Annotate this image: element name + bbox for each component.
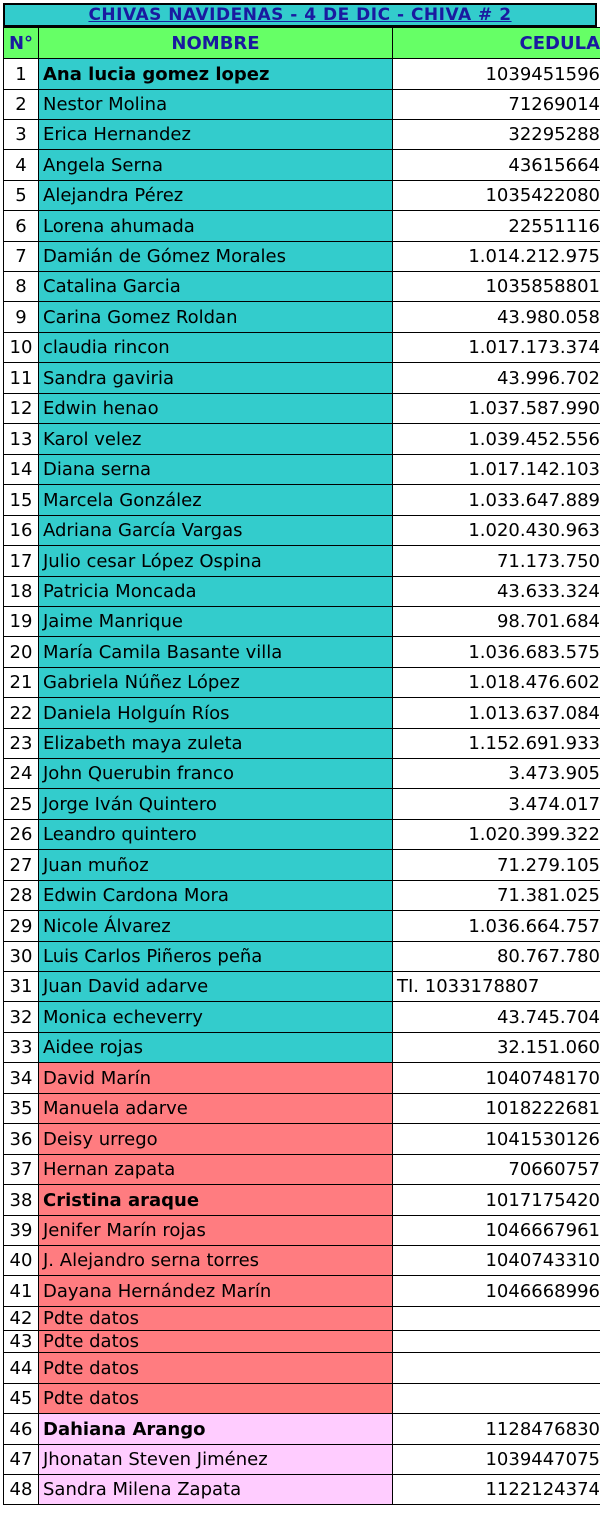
row-cedula: [393, 1353, 600, 1384]
row-number: 17: [4, 546, 39, 577]
row-name: Sandra Milena Zapata: [39, 1475, 393, 1505]
table-row: [4, 363, 600, 394]
table-row: [4, 577, 600, 607]
row-name: Hernan zapata: [39, 1155, 393, 1185]
row-name: Aidee rojas: [39, 1033, 393, 1063]
row-number: 23: [4, 729, 39, 759]
row-name: Pdte datos: [39, 1307, 393, 1331]
row-cedula: 1.037.587.990: [393, 394, 600, 424]
row-number: 25: [4, 789, 39, 820]
row-cedula: 1.152.691.933: [393, 729, 600, 759]
row-number: 9: [4, 302, 39, 333]
row-number: 5: [4, 181, 39, 211]
table-row: [4, 1353, 600, 1384]
row-cedula: 1.039.452.556: [393, 424, 600, 455]
row-cedula: 1.020.399.322: [393, 820, 600, 850]
row-name: Karol velez: [39, 424, 393, 455]
row-number: 41: [4, 1276, 39, 1307]
row-name: Dahiana Arango: [39, 1414, 393, 1445]
row-name: Jenifer Marín rojas: [39, 1216, 393, 1246]
row-number: 34: [4, 1063, 39, 1094]
table-row: [4, 333, 600, 363]
row-number: 44: [4, 1353, 39, 1384]
row-number: 30: [4, 942, 39, 972]
row-cedula: 1018222681: [393, 1094, 600, 1124]
row-name: María Camila Basante villa: [39, 637, 393, 668]
table-row: [4, 1002, 600, 1033]
row-number: 13: [4, 424, 39, 455]
table-row: [4, 911, 600, 942]
row-name: Jhonatan Steven Jiménez: [39, 1445, 393, 1475]
row-number: 15: [4, 485, 39, 516]
table-row: [4, 485, 600, 516]
header-num: N°: [4, 28, 39, 59]
table-row: [4, 516, 600, 546]
table-row: [4, 1246, 600, 1276]
row-number: 19: [4, 607, 39, 637]
table-row: [4, 272, 600, 302]
row-cedula: 32.151.060: [393, 1033, 600, 1063]
row-cedula: [393, 1384, 600, 1414]
row-cedula: 1.036.683.575: [393, 637, 600, 668]
row-name: Pdte datos: [39, 1331, 393, 1353]
row-name: Juan David adarve: [39, 972, 393, 1002]
row-number: 26: [4, 820, 39, 850]
row-name: Edwin henao: [39, 394, 393, 424]
row-number: 22: [4, 698, 39, 729]
row-name: John Querubin franco: [39, 759, 393, 789]
table-row: [4, 302, 600, 333]
table-row: [4, 424, 600, 455]
table-row: [4, 1331, 600, 1353]
sheet-title: CHIVAS NAVIDENAS - 4 DE DIC - CHIVA # 2: [3, 3, 597, 27]
spreadsheet: [3, 3, 600, 1505]
row-number: 42: [4, 1307, 39, 1331]
row-name: Erica Hernandez: [39, 120, 393, 150]
table-row: [4, 150, 600, 181]
row-number: 7: [4, 242, 39, 272]
table-row: [4, 1185, 600, 1216]
row-cedula: 1046668996: [393, 1276, 600, 1307]
row-cedula: 71.279.105: [393, 850, 600, 881]
row-number: 20: [4, 637, 39, 668]
row-cedula: 1039451596: [393, 59, 600, 90]
table-row: [4, 1063, 600, 1094]
row-cedula: 43615664: [393, 150, 600, 181]
table-row: [4, 637, 600, 668]
table-row: [4, 820, 600, 850]
row-cedula: 71269014: [393, 90, 600, 120]
row-name: Cristina araque: [39, 1185, 393, 1216]
row-name: Pdte datos: [39, 1353, 393, 1384]
row-cedula: 1.018.476.602: [393, 668, 600, 698]
row-name: Jorge Iván Quintero: [39, 789, 393, 820]
table-row: [4, 759, 600, 789]
row-cedula: 1.017.173.374: [393, 333, 600, 363]
row-name: Nestor Molina: [39, 90, 393, 120]
row-number: 4: [4, 150, 39, 181]
table-row: [4, 1155, 600, 1185]
row-cedula: 1039447075: [393, 1445, 600, 1475]
row-number: 35: [4, 1094, 39, 1124]
table-row: [4, 729, 600, 759]
row-number: 16: [4, 516, 39, 546]
row-name: claudia rincon: [39, 333, 393, 363]
row-name: Edwin Cardona Mora: [39, 881, 393, 911]
row-name: Pdte datos: [39, 1384, 393, 1414]
row-cedula: 1.014.212.975: [393, 242, 600, 272]
row-number: 45: [4, 1384, 39, 1414]
row-name: Jaime Manrique: [39, 607, 393, 637]
row-cedula: [393, 1307, 600, 1331]
table-row: [4, 1276, 600, 1307]
row-name: Leandro quintero: [39, 820, 393, 850]
row-name: Sandra gaviria: [39, 363, 393, 394]
row-cedula: 1.020.430.963: [393, 516, 600, 546]
row-cedula: 3.474.017: [393, 789, 600, 820]
row-name: Deisy urrego: [39, 1124, 393, 1155]
table-row: [4, 211, 600, 242]
row-number: 36: [4, 1124, 39, 1155]
row-number: 2: [4, 90, 39, 120]
row-name: Monica echeverry: [39, 1002, 393, 1033]
header-row: [4, 28, 600, 59]
table-row: [4, 120, 600, 150]
row-cedula: 1041530126: [393, 1124, 600, 1155]
table-row: [4, 1033, 600, 1063]
table-row: [4, 1414, 600, 1445]
row-number: 47: [4, 1445, 39, 1475]
row-name: Daniela Holguín Ríos: [39, 698, 393, 729]
row-cedula: 1.017.142.103: [393, 455, 600, 485]
row-number: 21: [4, 668, 39, 698]
table-row: [4, 789, 600, 820]
row-cedula: TI. 1033178807: [393, 972, 600, 1002]
row-name: Luis Carlos Piñeros peña: [39, 942, 393, 972]
row-number: 29: [4, 911, 39, 942]
table-row: [4, 850, 600, 881]
row-cedula: 1035858801: [393, 272, 600, 302]
row-cedula: 1040743310: [393, 1246, 600, 1276]
row-cedula: 1128476830: [393, 1414, 600, 1445]
row-number: 24: [4, 759, 39, 789]
table-row: [4, 668, 600, 698]
row-number: 28: [4, 881, 39, 911]
row-name: Catalina Garcia: [39, 272, 393, 302]
row-cedula: 1046667961: [393, 1216, 600, 1246]
table-row: [4, 394, 600, 424]
header-name: NOMBRE: [39, 28, 393, 59]
row-cedula: 71.173.750: [393, 546, 600, 577]
row-number: 39: [4, 1216, 39, 1246]
table-row: [4, 881, 600, 911]
row-name: Carina Gomez Roldan: [39, 302, 393, 333]
row-cedula: 43.996.702: [393, 363, 600, 394]
row-cedula: 1122124374: [393, 1475, 600, 1505]
row-cedula: 70660757: [393, 1155, 600, 1185]
row-cedula: 1017175420: [393, 1185, 600, 1216]
row-number: 32: [4, 1002, 39, 1033]
row-cedula: 1035422080: [393, 181, 600, 211]
row-name: Damián de Gómez Morales: [39, 242, 393, 272]
row-number: 37: [4, 1155, 39, 1185]
row-cedula: [393, 1331, 600, 1353]
row-number: 8: [4, 272, 39, 302]
header-cedula: CEDULA: [393, 28, 600, 59]
table-row: [4, 607, 600, 637]
row-cedula: 80.767.780: [393, 942, 600, 972]
row-cedula: 43.633.324: [393, 577, 600, 607]
table-row: [4, 1094, 600, 1124]
people-table: [3, 27, 600, 1505]
row-cedula: 71.381.025: [393, 881, 600, 911]
table-row: [4, 698, 600, 729]
row-name: Elizabeth maya zuleta: [39, 729, 393, 759]
row-number: 48: [4, 1475, 39, 1505]
table-row: [4, 546, 600, 577]
row-cedula: 3.473.905: [393, 759, 600, 789]
row-name: Ana lucia gomez lopez: [39, 59, 393, 90]
table-row: [4, 972, 600, 1002]
row-name: Nicole Álvarez: [39, 911, 393, 942]
table-row: [4, 1216, 600, 1246]
row-name: Marcela González: [39, 485, 393, 516]
table-row: [4, 59, 600, 90]
row-number: 40: [4, 1246, 39, 1276]
table-row: [4, 942, 600, 972]
row-number: 14: [4, 455, 39, 485]
row-name: David Marín: [39, 1063, 393, 1094]
row-name: Julio cesar López Ospina: [39, 546, 393, 577]
row-name: Lorena ahumada: [39, 211, 393, 242]
row-number: 27: [4, 850, 39, 881]
row-name: Patricia Moncada: [39, 577, 393, 607]
table-row: [4, 1445, 600, 1475]
row-name: Adriana García Vargas: [39, 516, 393, 546]
row-cedula: 1.036.664.757: [393, 911, 600, 942]
row-number: 43: [4, 1331, 39, 1353]
row-number: 12: [4, 394, 39, 424]
row-number: 18: [4, 577, 39, 607]
row-number: 33: [4, 1033, 39, 1063]
table-row: [4, 1475, 600, 1505]
row-cedula: 1.013.637.084: [393, 698, 600, 729]
row-cedula: 22551116: [393, 211, 600, 242]
row-name: Dayana Hernández Marín: [39, 1276, 393, 1307]
row-number: 1: [4, 59, 39, 90]
row-number: 31: [4, 972, 39, 1002]
table-row: [4, 90, 600, 120]
row-name: Juan muñoz: [39, 850, 393, 881]
row-number: 11: [4, 363, 39, 394]
row-cedula: 98.701.684: [393, 607, 600, 637]
table-row: [4, 181, 600, 211]
row-name: Alejandra Pérez: [39, 181, 393, 211]
row-cedula: 1.033.647.889: [393, 485, 600, 516]
row-cedula: 32295288: [393, 120, 600, 150]
row-cedula: 43.980.058: [393, 302, 600, 333]
row-number: 38: [4, 1185, 39, 1216]
table-row: [4, 242, 600, 272]
row-name: Gabriela Núñez López: [39, 668, 393, 698]
row-name: Angela Serna: [39, 150, 393, 181]
row-number: 10: [4, 333, 39, 363]
table-body: [4, 59, 600, 1505]
row-number: 6: [4, 211, 39, 242]
row-name: Diana serna: [39, 455, 393, 485]
row-name: J. Alejandro serna torres: [39, 1246, 393, 1276]
row-cedula: 43.745.704: [393, 1002, 600, 1033]
row-number: 3: [4, 120, 39, 150]
row-name: Manuela adarve: [39, 1094, 393, 1124]
row-number: 46: [4, 1414, 39, 1445]
table-row: [4, 1124, 600, 1155]
table-row: [4, 1307, 600, 1331]
row-cedula: 1040748170: [393, 1063, 600, 1094]
table-row: [4, 1384, 600, 1414]
table-row: [4, 455, 600, 485]
